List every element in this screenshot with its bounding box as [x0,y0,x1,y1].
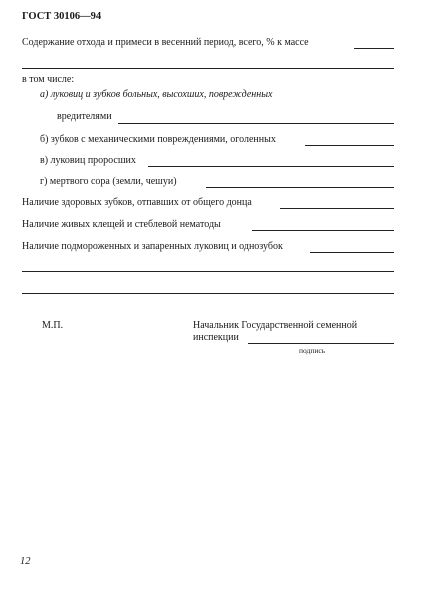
inspector-title-line2: инспекции [193,332,239,343]
item-v-blank [148,166,394,167]
blank-line-2 [22,271,394,272]
page-number: 12 [20,556,31,567]
frozen-label: Наличие подмороженных и запаренных луковиц и однозубок [22,241,283,252]
healthy-cloves-blank [280,208,394,209]
blank-line-1 [22,68,394,69]
frozen-blank [310,252,394,253]
mites-label: Наличие живых клещей и стеблевой нематоды [22,219,221,230]
item-a-line1: а) луковиц и зубков больных, высохших, поврежденных [40,89,273,100]
item-b-blank [305,145,394,146]
item-a-blank [118,123,394,124]
inspector-title-line1: Начальник Государственной семенной [193,320,358,331]
blank-line-3 [22,293,394,294]
waste-total-blank [354,48,394,49]
signature-caption: подпись [299,346,326,355]
in-total-label: в том числе: [22,74,75,85]
stamp-place-label: М.П. [42,320,64,331]
healthy-cloves-label: Наличие здоровых зубков, отпавших от общего донца [22,197,252,208]
signature-line [248,343,394,344]
doc-code: ГОСТ 30106—94 [22,11,102,22]
item-a-line2: вредителями [57,111,112,122]
item-g-blank [206,187,394,188]
item-v-label: в) луковиц проросших [40,155,136,166]
item-b-label: б) зубков с механическими повреждениями, оголенных [40,134,276,145]
item-g-label: г) мертвого сора (земли, чешуи) [40,176,177,187]
mites-blank [252,230,394,231]
waste-total-label: Содержание отхода и примеси в весенний период, всего, % к массе [22,37,309,48]
